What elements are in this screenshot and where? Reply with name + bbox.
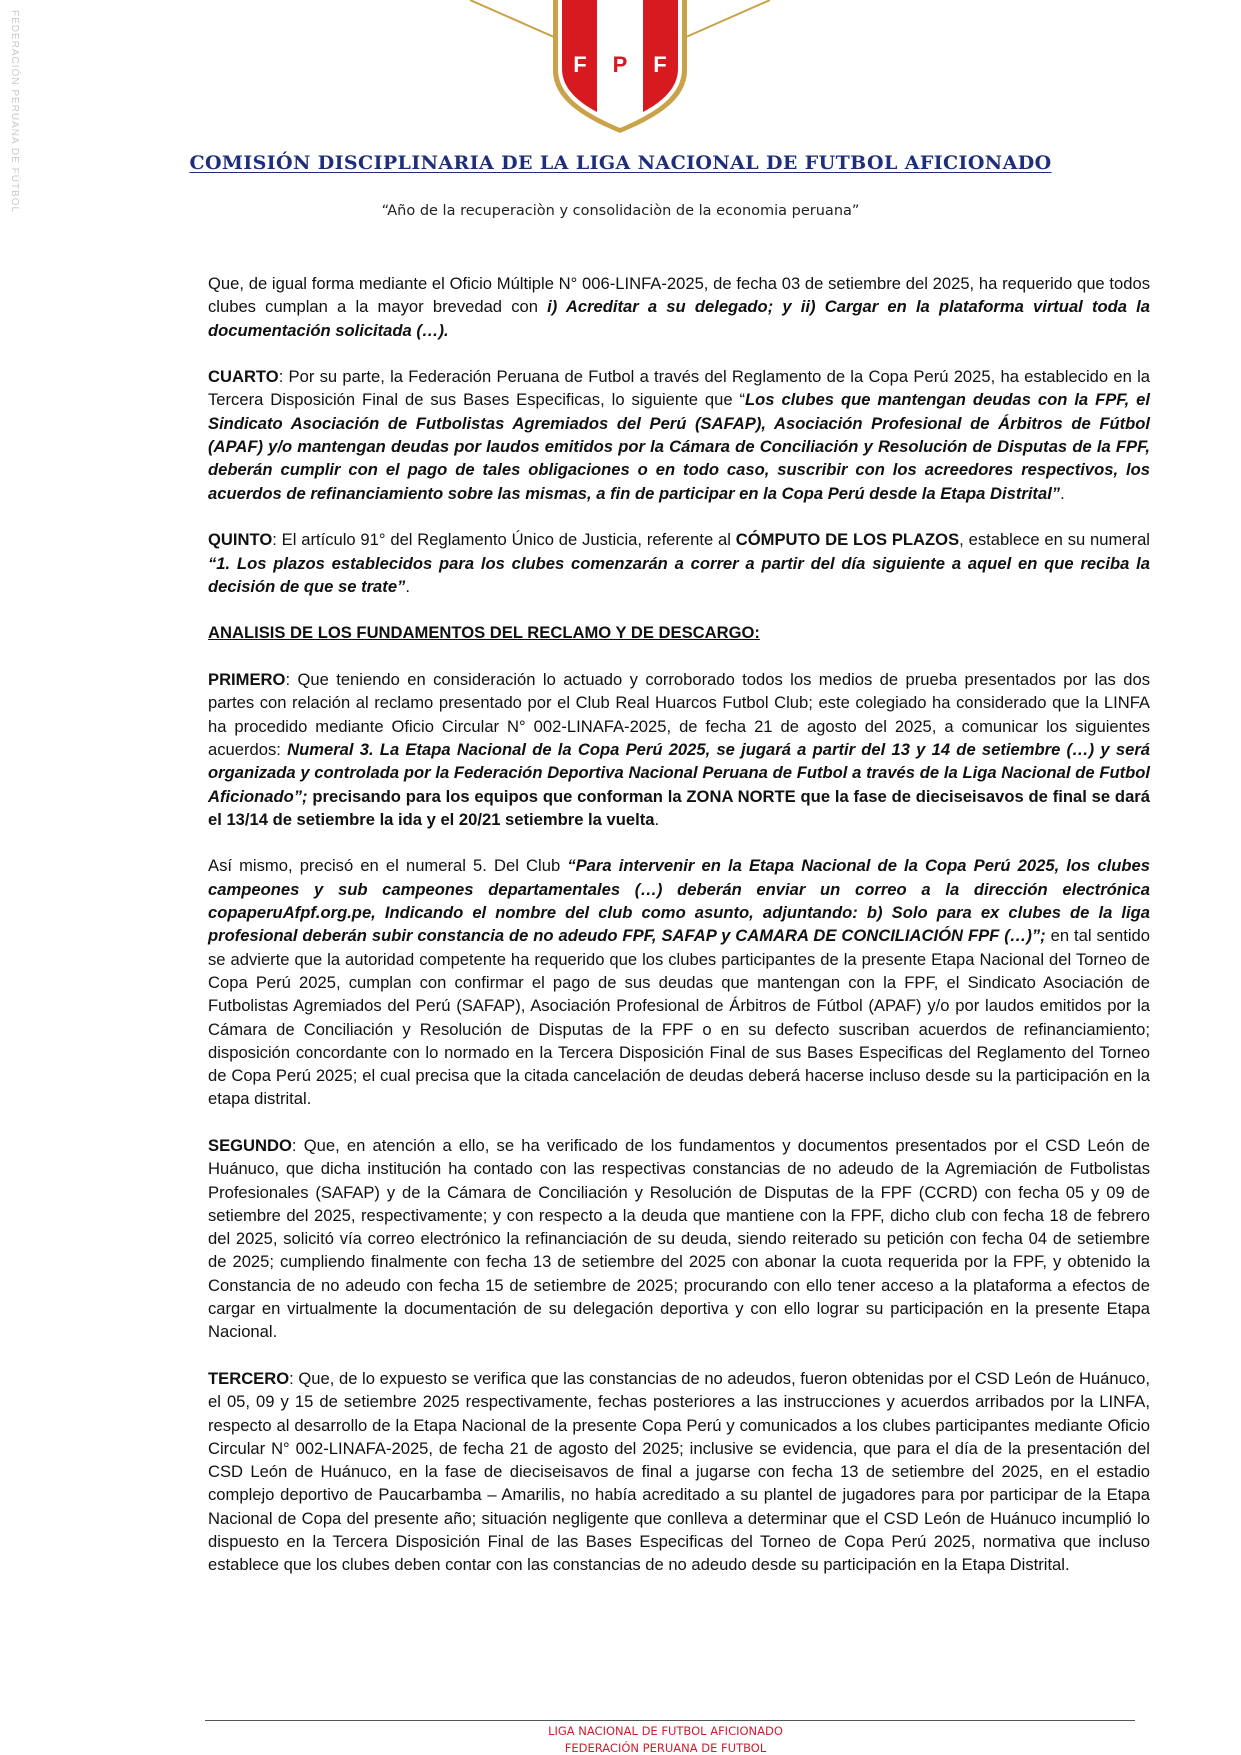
paragraph-tercero bbox=[208, 1367, 1150, 1577]
quote: Los clubes que mantengan deudas con la FPF, el Sindicato Asociación de Futbolistas Agremiados del Perú (SAFAP), Asociación Profesional de Árbitros de Fútbol (APAF) y/o mantengan deudas por laudos emitidos por la Cámara de Conciliación y Resolución de Disputas de la FPF, deberán cumplir con el pago de tales obligaciones o en todo caso, suscribir con los acreedores respectivos, los acuerdos de refinanciamiento sobre las mismas, a fin de participar en la Copa Perú desde la Etapa Distrital” bbox=[208, 390, 1150, 503]
text: Que, de igual forma mediante el Oficio Múltiple N° 006-LINFA-2025, de fecha 03 de setiembre del 2025, ha requerido que todos clubes cumplan a la mayor brevedad con bbox=[208, 274, 1150, 317]
quote: “1. Los plazos establecidos para los clubes comenzarán a correr a partir del día siguiente a aquel en que reciba la decisión de que se trate” bbox=[208, 553, 1150, 596]
footer-federation-name: FEDERACIÓN PERUANA DE FUTBOL bbox=[564, 1741, 767, 1755]
text: : Que, en atención a ello, se ha verificado de los fundamentos y documentos presentados por el CSD León de Huánuco, que dicha institución ha contado con las respectivas constancias de no adeudo de la Agremiación de Futbolistas Profesionales (SAFAP) y de la Cámara de Conciliación y Resolución de Disputas de la FPF (CCRD) con fecha 05 y 09 de setiembre del 2025, respectivamente; y con respecto a la deuda que mantiene con la FPF, dicho club con fecha 18 de febrero del 2025, solicitó vía correo electrónico la refinanciación de su deuda, siendo reiterado su petición con fecha 04 de setiembre de 2025; cumpliendo finalmente con fecha 13 de setiembre del 2025 con abonar la cuota requerida por la FPF, y obtenido la Constancia de no adeudo con fecha 15 de setiembre de 2025; procurando con ello tener acceso a la plataforma a efectos de cargar en virtualmente la documentación de su delegación deportiva y con ello lograr su participación en la presente Etapa Nacional. bbox=[208, 1135, 1150, 1342]
text: . bbox=[405, 576, 410, 596]
year-motto: “Año de la recuperaciòn y consolidaciòn de la economia peruana” bbox=[381, 203, 860, 219]
paragraph-asi-mismo bbox=[208, 854, 1150, 1110]
paragraph-quinto bbox=[208, 528, 1150, 598]
quote: “Para intervenir en la Etapa Nacional de la Copa Perú 2025, los clubes campeones y sub campeones departamentales (…) deberán enviar un correo a la dirección electrónica copaperuAfpf.org.pe, Indicando el nombre del club como asunto, adjuntando: b) Solo para ex clubes de la liga profesional deberán subir constancia de no adeudo FPF, SAFAP y CAMARA DE CONCILIACIÓN FPF (…)”; bbox=[208, 856, 1150, 946]
footer-divider bbox=[205, 1720, 1135, 1721]
text: : Por su parte, la Federación Peruana de Futbol a través del Reglamento de la Copa Perú 2025, ha establecido en la Tercera Disposición Final de sus Bases Especificas, lo siguiente que “ bbox=[208, 367, 1150, 410]
text: : El artículo 91° del Reglamento Único de Justicia, referente al bbox=[272, 530, 736, 550]
emphasis: precisando para los equipos que conforman la ZONA NORTE que la fase de dieciseisavos de final se dará el 13/14 de setiembre la ida y el 20/21 setiembre la vuelta bbox=[208, 786, 1150, 829]
fpf-crest-logo bbox=[470, 0, 770, 135]
crest-letter-f1: F bbox=[573, 52, 587, 77]
quote: Numeral 3. La Etapa Nacional de la Copa Perú 2025, se jugará a partir del 13 y 14 de setiembre (…) y será organizada y controlada por la Federación Deportiva Nacional Peruana de Futbol a través de la Liga Nacional de Futbol Aficionado”; bbox=[208, 739, 1151, 806]
paragraph-segundo bbox=[208, 1134, 1150, 1344]
analysis-section-title: ANALISIS DE LOS FUNDAMENTOS DEL RECLAMO Y DE DESCARGO: bbox=[208, 623, 760, 643]
text: en tal sentido se advierte que la autoridad competente ha requerido que los clubes participantes de la presente Etapa Nacional del Torneo de Copa Perú 2025, cumplan con confirmar el pago de sus deudas que mantengan con la FPF, el Sindicato Asociación de Futbolistas Agremiados del Perú (SAFAP), Asociación Profesional de Árbitros de Fútbol (APAF) y/o por laudos emitidos por la Cámara de Conciliación y Resolución de Disputas de la FPF o en su defecto suscriban acuerdos de refinanciamiento; disposición concordante con lo normado en la Tercera Disposición Final de sus Bases Especificas del Reglamento del Torneo de Copa Perú 2025; el cual precisa que la citada cancelación de deudas deberá hacerse incluso desde su la participación en la etapa distrital. bbox=[208, 926, 1151, 1109]
text: . bbox=[654, 809, 660, 829]
crest-letter-f2: F bbox=[653, 52, 667, 77]
crest-letter-p: P bbox=[612, 52, 628, 77]
paragraph-cuarto bbox=[208, 365, 1150, 505]
document-body bbox=[208, 272, 1150, 1600]
text: : Que teniendo en consideración lo actuado y corroborado todos los medios de prueba presentados por las dos partes con relación al reclamo presentado por el Club Real Huarcos Futbol Club; este colegiado ha considerado que la LINFA ha procedido mediante Oficio Circular N° 002-LINAFA-2025, de fecha 21 de agosto del 2025, a comunicar los siguientes acuerdos: bbox=[208, 670, 1150, 759]
vertical-watermark bbox=[6, 10, 24, 214]
text: . bbox=[1060, 483, 1065, 503]
clause-label: TERCERO bbox=[208, 1368, 290, 1388]
document-heading: COMISIÓN DISCIPLINARIA DE LA LIGA NACIONAL DE FUTBOL AFICIONADO bbox=[189, 152, 1052, 174]
emphasis: CÓMPUTO DE LOS PLAZOS bbox=[735, 530, 960, 550]
watermark-text: FEDERACIÓN PERUANA DE FÚTBOL bbox=[9, 10, 20, 214]
clause-label: QUINTO bbox=[208, 530, 273, 550]
clause-label: CUARTO bbox=[208, 367, 279, 387]
clause-label: SEGUNDO bbox=[208, 1135, 292, 1155]
paragraph-oficio-multiple bbox=[208, 272, 1150, 342]
text: : Que, de lo expuesto se verifica que las constancias de no adeudos, fueron obtenidas por el CSD León de Huánuco, el 05, 09 y 15 de setiembre 2025 respectivamente, fechas posteriores a las instrucciones y acuerdos arribados por la LINFA, respecto al desarrollo de la Etapa Nacional de la presente Copa Perú y comunicados a los clubes participantes mediante Oficio Circular N° 002-LINAFA-2025, de fecha 21 de agosto del 2025; inclusive se evidencia, que para el día de la presentación del CSD León de Huánuco, en la fase de dieciseisavos de final a jugarse con fecha 13 de setiembre del 2025, en el estadio complejo deportivo de Paucarbamba – Amarilis, no había acreditado a su plantel de jugadores para por participar de la Etapa Nacional de Copa del presente año; situación negligente que conlleva a determinar que el CSD León de Huánuco incumplió lo dispuesto en la Tercera Disposición Final de las Bases Especificas del Torneo de Copa Perú 2025, normativa que incluso establece que los clubes deben contar con las constancias de no adeudo desde su participación en la Etapa Distrital. bbox=[208, 1368, 1150, 1575]
text: , establece en su numeral bbox=[959, 530, 1150, 550]
emphasis: i) Acreditar a su delegado; y ii) Cargar en la plataforma virtual toda la documentación solicitada (…). bbox=[208, 297, 1151, 340]
clause-label: PRIMERO bbox=[208, 670, 286, 690]
footer-league-name: LIGA NACIONAL DE FUTBOL AFICIONADO bbox=[548, 1724, 783, 1738]
text: Así mismo, precisó en el numeral 5. Del Club bbox=[208, 856, 568, 876]
paragraph-primero bbox=[208, 668, 1150, 831]
